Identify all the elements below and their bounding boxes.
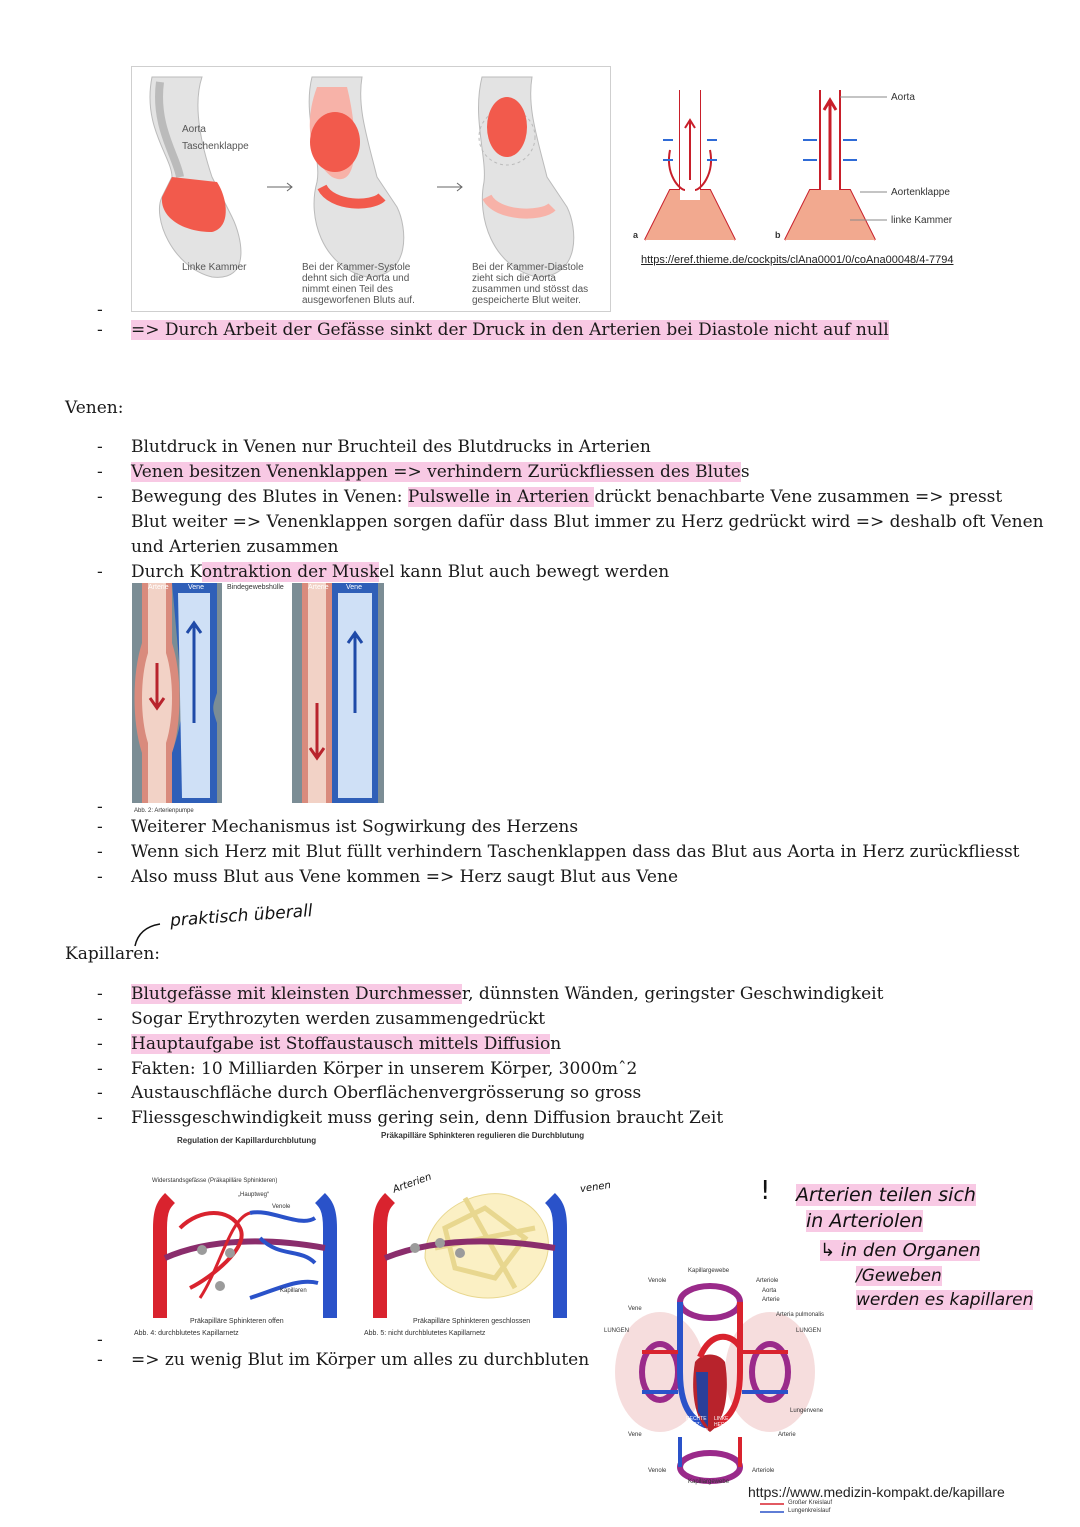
kreislauf-linke-kammer: LINKE HERZ-KAMMER xyxy=(714,1416,736,1434)
kreislauf-venole-top: Venole xyxy=(648,1278,667,1284)
bullet-dash: - xyxy=(97,1059,103,1079)
bullet-dash: - xyxy=(97,1108,103,1128)
source-url-medizin-kompakt[interactable]: https://www.medizin-kompakt.de/kapillare xyxy=(748,1484,1005,1500)
fig-caption-arterienpumpe: Abb. 2: Arterienpumpe xyxy=(134,808,194,814)
bullet-dash: - xyxy=(97,817,103,837)
kreislauf-venole-bottom: Venole xyxy=(648,1468,667,1474)
bullet-dash: - xyxy=(97,797,103,817)
kreislauf-arteria-pulmonalis: Arteria pulmonalis xyxy=(776,1312,825,1318)
bullet-dash: - xyxy=(97,1350,103,1370)
label-taschenklappe: Taschenklappe xyxy=(182,141,249,152)
figure-aorta-ab xyxy=(625,80,1005,250)
label-aorta-b: Aorta xyxy=(891,92,915,103)
kapillaren-bullet-6: Fliessgeschwindigkeit muss gering sein, denn Diffusion braucht Zeit xyxy=(131,1108,724,1128)
fig-kapillaren: Kapillaren xyxy=(280,1288,307,1294)
kreislauf-kapillargewebe-top: Kapillargewebe xyxy=(688,1268,730,1274)
label-a: a xyxy=(633,230,639,240)
kreislauf-kapillargewebe-bottom: Kapillargewebe xyxy=(688,1479,730,1485)
kreislauf-aorta: Aorta xyxy=(762,1288,777,1294)
kapillaren-bullet-3: Hauptaufgabe ist Stoffaustausch mittels Diffusion xyxy=(131,1034,562,1054)
venen-bullet-3-line2: Blut weiter => Venenklappen sorgen dafür dass Blut immer zu Herz gedrückt wird => deshalb oft Venen xyxy=(131,512,1044,532)
figure-aorta-windkessel xyxy=(131,66,611,312)
handnote-arterien-label: Arterien xyxy=(391,1171,434,1196)
bullet-dash: - xyxy=(97,562,103,582)
kapillaren-bullet-4: Fakten: 10 Milliarden Körper in unserem Körper, 3000mˆ2 xyxy=(131,1059,638,1079)
legend-grosser-kreislauf: Großer Kreislauf xyxy=(788,1500,833,1506)
handnote-praktisch-ueberall: praktisch überall xyxy=(169,901,314,931)
fig-label-bindegewebshuelle: Bindegewebshülle xyxy=(227,584,284,591)
arterien-conclusion: => Durch Arbeit der Gefässe sinkt der Druck in den Arterien bei Diastole nicht auf null xyxy=(131,320,889,340)
kreislauf-arterie-bottom: Arterie xyxy=(778,1432,796,1438)
kreislauf-arteriole-top: Arteriole xyxy=(756,1278,779,1284)
fig-sphinkteren-geschlossen: Präkapilläre Sphinkteren geschlossen xyxy=(413,1318,531,1325)
heading-kapillaren: Kapillaren: xyxy=(65,944,161,964)
label-b: b xyxy=(775,230,781,240)
kreislauf-arterie-top: Arterie xyxy=(762,1297,780,1303)
bullet-dash: - xyxy=(97,487,103,507)
figure-kapillarnetz-offen xyxy=(140,1168,350,1318)
kreislauf-vene-bottom: Vene xyxy=(628,1432,642,1438)
handnote-venen-label: venen xyxy=(579,1179,612,1196)
kreislauf-arteriole-bottom: Arteriole xyxy=(752,1468,775,1474)
kreislauf-graphic xyxy=(600,1262,840,1492)
venen-bullet-2: Venen besitzen Venenklappen => verhindern Zurückfliessen des Blutes xyxy=(131,462,750,482)
venen-bullet-4: Durch Kontraktion der Muskel kann Blut auch bewegt werden xyxy=(131,562,670,582)
bullet-dash: - xyxy=(97,320,103,340)
label-aortenklappe: Aortenklappe xyxy=(891,187,950,198)
kreislauf-vene-left: Vene xyxy=(628,1306,642,1312)
fig-hauptweg: „Hauptweg“ xyxy=(238,1192,270,1198)
kapillaren-bullet-1: Blutgefässe mit kleinsten Durchmesser, dünnsten Wänden, geringster Geschwindigkeit xyxy=(131,984,884,1004)
handnote-line4: /Geweben xyxy=(856,1266,942,1286)
caption-diastole: Bei der Kammer-Diastole zieht sich die Aorta zusammen und stösst das gespeicherte Blut weiter. xyxy=(472,262,589,306)
fig-title-sphinkteren: Präkapilläre Sphinkteren regulieren die Durchblutung xyxy=(381,1131,585,1140)
kreislauf-lungenvene: Lungenvene xyxy=(790,1408,824,1414)
heading-venen: Venen: xyxy=(65,398,124,418)
label-linke-kammer: Linke Kammer xyxy=(182,262,247,273)
kapillaren-bullet-2: Sogar Erythrozyten werden zusammengedrückt xyxy=(131,1009,546,1029)
bullet-dash: - xyxy=(97,300,103,320)
bullet-dash: - xyxy=(97,1034,103,1054)
bullet-dash: - xyxy=(97,1009,103,1029)
source-url-thieme[interactable]: https://eref.thieme.de/cockpits/clAna0001/0/coAna00048/4-7794 xyxy=(641,254,954,266)
fig-title-regulation: Regulation der Kapillardurchblutung xyxy=(177,1136,317,1145)
figure-kreislauf xyxy=(600,1262,840,1492)
fig-sphinkteren-offen: Präkapilläre Sphinkteren offen xyxy=(190,1318,284,1325)
fig-widerstandsgefaesse: Widerstandsgefässe (Präkapilläre Sphinkteren) xyxy=(152,1178,278,1184)
kreislauf-legend xyxy=(760,1500,880,1520)
venen-bullet-3-line3: und Arterien zusammen xyxy=(131,537,339,557)
arterienpumpe-graphic xyxy=(132,583,384,805)
handnote-line1: Arterien teilen sich xyxy=(796,1184,976,1206)
kapillarnetz-offen-graphic xyxy=(140,1168,350,1318)
fig-venole: Venole xyxy=(272,1204,291,1210)
handnote-exclamation: ! xyxy=(760,1176,771,1206)
bullet-dash: - xyxy=(97,867,103,887)
fig-label-arterie-2: Arterie xyxy=(308,584,329,591)
bullet-dash: - xyxy=(97,842,103,862)
fig-abb5: Abb. 5: nicht durchblutetes Kapillarnetz xyxy=(364,1330,486,1337)
bullet-dash: - xyxy=(97,984,103,1004)
bullet-dash: - xyxy=(97,1330,103,1350)
fig-abb4: Abb. 4: durchblutetes Kapillarnetz xyxy=(134,1330,239,1337)
handnote-line5: werden es kapillaren xyxy=(856,1290,1034,1310)
venen-bullet-6: Wenn sich Herz mit Blut füllt verhindern Taschenklappen dass das Blut aus Aorta in Herz zurückfliesst xyxy=(131,842,1020,862)
legend-lungenkreislauf: Lungenkreislauf xyxy=(788,1508,831,1514)
caption-systole: Bei der Kammer-Systole dehnt sich die Aorta und nimmt einen Teil des ausgeworfenen Bluts auf. xyxy=(302,262,415,306)
kapillaren-bullet-5: Austauschfläche durch Oberflächenvergrösserung so gross xyxy=(131,1083,642,1103)
bullet-dash: - xyxy=(97,437,103,457)
venen-bullet-1: Blutdruck in Venen nur Bruchteil des Blutdrucks in Arterien xyxy=(131,437,651,457)
fig-label-vene-2: Vene xyxy=(346,584,362,591)
fig-label-vene: Vene xyxy=(188,584,204,591)
fig-label-arterie: Arterie xyxy=(148,584,169,591)
kreislauf-lungen-right: LUNGEN xyxy=(796,1328,822,1334)
handnote-line2: in Arteriolen xyxy=(806,1210,924,1232)
bullet-dash: - xyxy=(97,462,103,482)
venen-bullet-5: Weiterer Mechanismus ist Sogwirkung des Herzens xyxy=(131,817,579,837)
label-aorta: Aorta xyxy=(182,124,206,135)
figure-arterienpumpe xyxy=(132,583,384,805)
kreislauf-rechte-kammer: RECHTE HERZ-KAMMER xyxy=(686,1416,708,1434)
venen-bullet-7: Also muss Blut aus Vene kommen => Herz saugt Blut aus Vene xyxy=(131,867,679,887)
label-linke-kammer-b: linke Kammer xyxy=(891,215,953,226)
bullet-dash: - xyxy=(97,1083,103,1103)
kreislauf-lungen-left: LUNGEN xyxy=(604,1328,630,1334)
handnote-line3: ↳ in den Organen xyxy=(820,1240,981,1261)
kapillaren-conclusion: => zu wenig Blut im Körper um alles zu durchbluten xyxy=(131,1350,590,1370)
venen-bullet-3: Bewegung des Blutes in Venen: Pulswelle in Arterien drückt benachbarte Vene zusammen => presst xyxy=(131,487,1003,507)
legend-lines xyxy=(760,1500,790,1520)
